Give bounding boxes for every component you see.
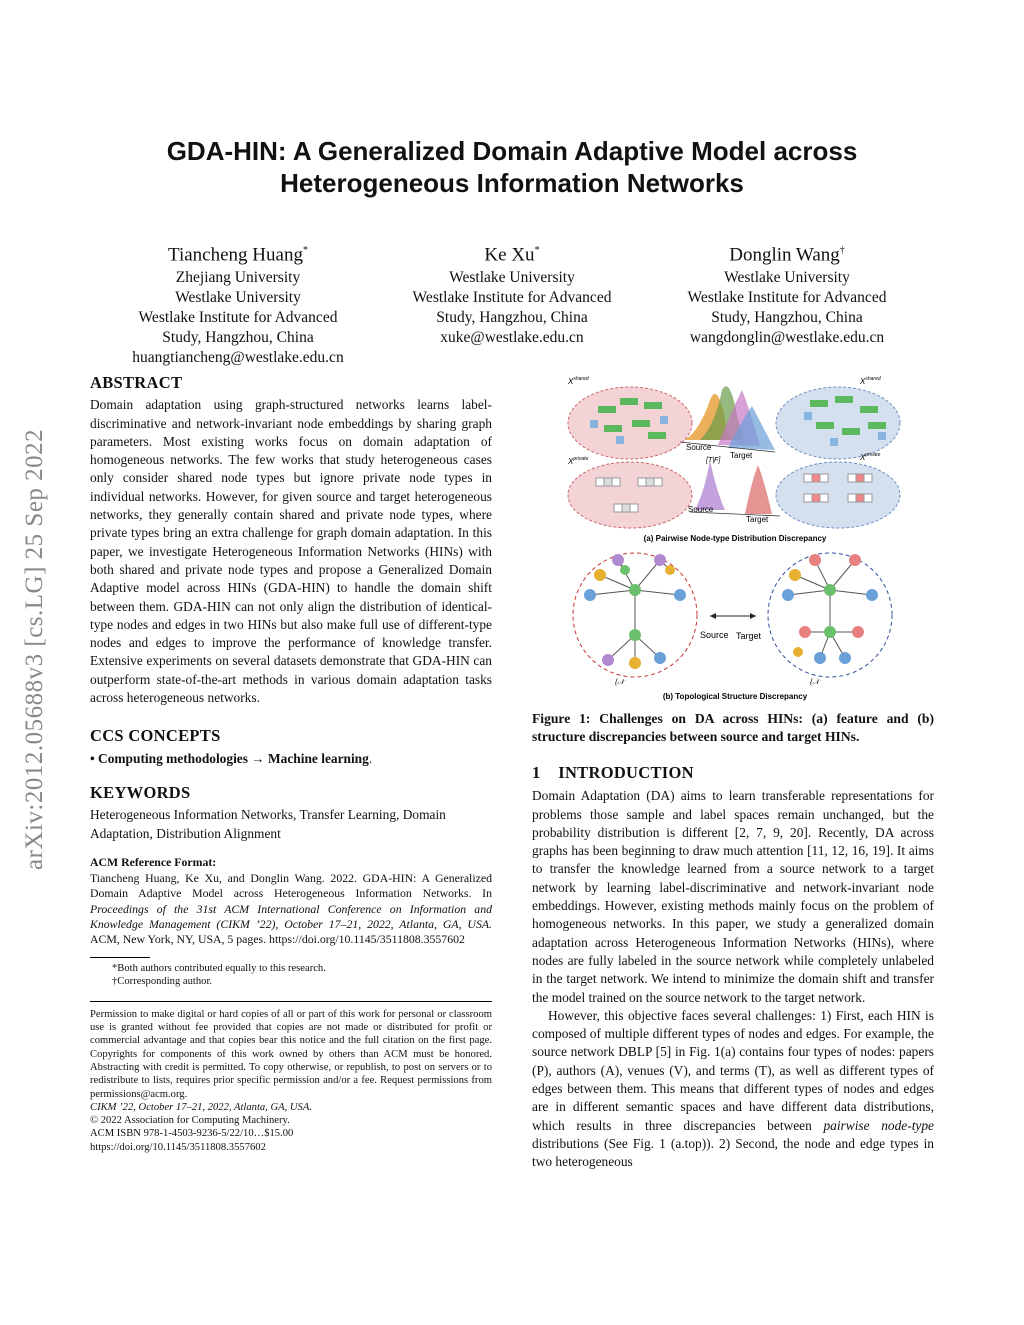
footnote-rule: [90, 957, 150, 958]
xt-shared-label: $X^{shared}$: [860, 376, 881, 386]
title-line-1: GDA-HIN: A Generalized Domain Adaptive Model across: [166, 136, 858, 166]
source-label-a1: Source: [686, 443, 712, 452]
source-private-ellipse: [568, 462, 692, 528]
figure-1: [560, 370, 910, 706]
affiliation: Study, Hangzhou, China: [711, 309, 863, 327]
affiliation: Westlake University: [449, 269, 575, 287]
affiliation: Zhejiang University: [175, 269, 301, 287]
keywords-heading: KEYWORDS: [90, 782, 191, 802]
affiliation: Study, Hangzhou, China: [436, 309, 588, 327]
intro-paragraph-1: Domain Adaptation (DA) aims to learn transferable representations for problems those sample and label spaces remain unchanged, but the probability distribution is different [2, 7, 9, 20]. Recently, DA across graphs has been beginning to draw much attention [11, 12, 16, 19]. It aims to transfer the knowledge learned from a source network to a target network by learning label-discriminative and network-invariant node embeddings. However, existing methods mainly focus on the problem of homogeneous networks. In this paper, we study a generalized domain adaptation across Heterogeneous Information Networks (HINs), where nodes are fully labeled in the source network while completely unlabeled in the target network. We intend to minimize the domain shift and transfer the model trained on the source network to the target network.: [532, 788, 934, 1005]
affiliation: Westlake Institute for Advanced: [138, 309, 338, 327]
affiliation: Study, Hangzhou, China: [162, 329, 314, 347]
author-block-3: [647, 238, 927, 348]
permission-rule: [90, 1001, 492, 1002]
left-column: [90, 374, 492, 1154]
affiliation: Westlake Institute for Advanced: [412, 289, 612, 307]
target-label-a1: Target: [730, 451, 753, 460]
acm-ref-text: Tiancheng Huang, Ke Xu, and Donglin Wang. 2022. GDA-HIN: A Generalized Domain Adaptive Model across Heterogeneous Information Networks. In Proceedings of the 31st ACM International Conference on Information and Knowledge Management (CIKM ’22), October 17–21, 2022, Atlanta, GA, USA. ACM, New York, NY, USA, 5 pages. https://doi.org/10.1145/3511808.3557602: [90, 871, 492, 946]
copyright-line: © 2022 Association for Computing Machinery.: [90, 1115, 290, 1127]
source-label-b: Source: [700, 630, 729, 640]
keywords-text: Heterogeneous Information Networks, Transfer Learning, Domain Adaptation, Distribution Alignment: [90, 807, 446, 841]
abstract-heading: ABSTRACT: [90, 373, 183, 392]
email: huangtiancheng@westlake.edu.cn: [132, 349, 344, 367]
figure-caption: Figure 1: Challenges on DA across HINs: (a) feature and (b) structure discrepancies between source and target HINs.: [532, 711, 934, 744]
source-shared-ellipse: [568, 387, 692, 459]
caption-a: (a) Pairwise Node-type Distribution Discrepancy: [643, 534, 827, 543]
permission-text: Permission to make digital or hard copies of all or part of this work for personal or classroom use is granted without fee provided that copies are not made or distributed for profit or commercial advantage and that copies bear this notice and the full citation on the first page. Copyrights for components of this work owned by others than ACM must be honored. Abstracting with credit is permitted. To copy otherwise, or republish, to post on servers or to redistribute to lists, requires prior specific permission and/or a fee. Request permissions from permissions@acm.org.: [90, 1008, 492, 1100]
ccs-text: • Computing methodologies → Machine learning.: [90, 750, 373, 766]
abstract-text: Domain adaptation using graph-structured networks learns label-discriminative and network-invariant node embeddings by sharing graph parameters. Most existing works focus on domain adaptation of homogeneous networks. The few works that study heterogeneous cases only consider shared node types but ignore private node types in individual networks. However, for given source and target heterogeneous networks, they generally contain shared and private node types, where private types bring an extra challenge for graph domain adaptation. In this paper, we investigate Heterogeneous Information Networks (HINs) with both shared and private node types and propose a Generalized Domain Adaptive model across HINs (GDA-HIN) to handle the domain shift between them. GDA-HIN can not only align the distribution of identical-type nodes and edges in two HINs but also make full use of different-type nodes and edges to improve the performance of knowledge transfer. Extensive experiments on several datasets demonstrate that GDA-HIN can outperform state-of-the-art methods in various domain adaptation tasks across heterogeneous networks.: [90, 397, 492, 706]
email: wangdonglin@westlake.edu.cn: [689, 329, 885, 347]
author-name: Donglin Wang†: [729, 244, 845, 266]
paper-title: [90, 135, 934, 199]
conference-line: CIKM ’22, October 17–21, 2022, Atlanta, GA, USA.: [90, 1101, 312, 1113]
affiliation: Westlake Institute for Advanced: [687, 289, 887, 307]
ns-label: {𝒩: [615, 679, 625, 686]
footnote-2: †Corresponding author.: [112, 976, 213, 988]
caption-b: (b) Topological Structure Discrepancy: [662, 692, 808, 701]
title-line-2: Heterogeneous Information Networks: [280, 168, 744, 198]
xt-private-label: $X^{private}$: [860, 452, 881, 462]
xs-shared-label: $X^{shared}$: [568, 376, 589, 386]
email: xuke@westlake.edu.cn: [440, 329, 584, 347]
nt-label: {𝒩: [810, 679, 820, 686]
target-label-b: Target: [736, 631, 762, 641]
right-column: [532, 710, 934, 1172]
footnote-1: *Both authors contributed equally to this research.: [112, 963, 326, 975]
author-name: Ke Xu*: [484, 244, 540, 266]
doi-line: https://doi.org/10.1145/3511808.3557602: [90, 1141, 266, 1153]
affiliation: Westlake University: [175, 289, 301, 307]
author-name: Tiancheng Huang*: [168, 244, 308, 266]
xs-private-label: $X^{private}$: [568, 456, 589, 466]
acm-ref-heading: ACM Reference Format:: [90, 854, 217, 869]
source-label-a2: Source: [688, 505, 714, 514]
author-block-2: [372, 238, 652, 348]
introduction-heading: 1 INTRODUCTION: [532, 763, 694, 782]
target-private-ellipse: [776, 462, 900, 528]
ccs-heading: CCS CONCEPTS: [90, 726, 221, 746]
tf-label: [T|F]: [706, 457, 721, 464]
author-block-1: [98, 238, 378, 368]
isbn-line: ACM ISBN 978-1-4503-9236-5/22/10…$15.00: [90, 1128, 294, 1140]
affiliation: Westlake University: [724, 269, 850, 287]
figure-1-graphic: [560, 370, 910, 706]
intro-paragraph-2: However, this objective faces several challenges: 1) First, each HIN is composed of multiple different types of nodes and edges. For example, the source network DBLP [5] in Fig. 1(a) contains four types of nodes: papers (P), authors (A), venues (V), and terms (T), as well as different types of edges between them. This means that different types of nodes and edges are in different semantic spaces and have different data distributions, which results in three discrepancies between pairwise node-type distributions (See Fig. 1 (a.top)). 2) Second, the node and edge types in two heterogeneous: [532, 1007, 934, 1170]
arxiv-side-identifier: arXiv:2012.05688v3 [cs.LG] 25 Sep 2022: [21, 428, 48, 870]
target-label-a2: Target: [746, 515, 769, 524]
